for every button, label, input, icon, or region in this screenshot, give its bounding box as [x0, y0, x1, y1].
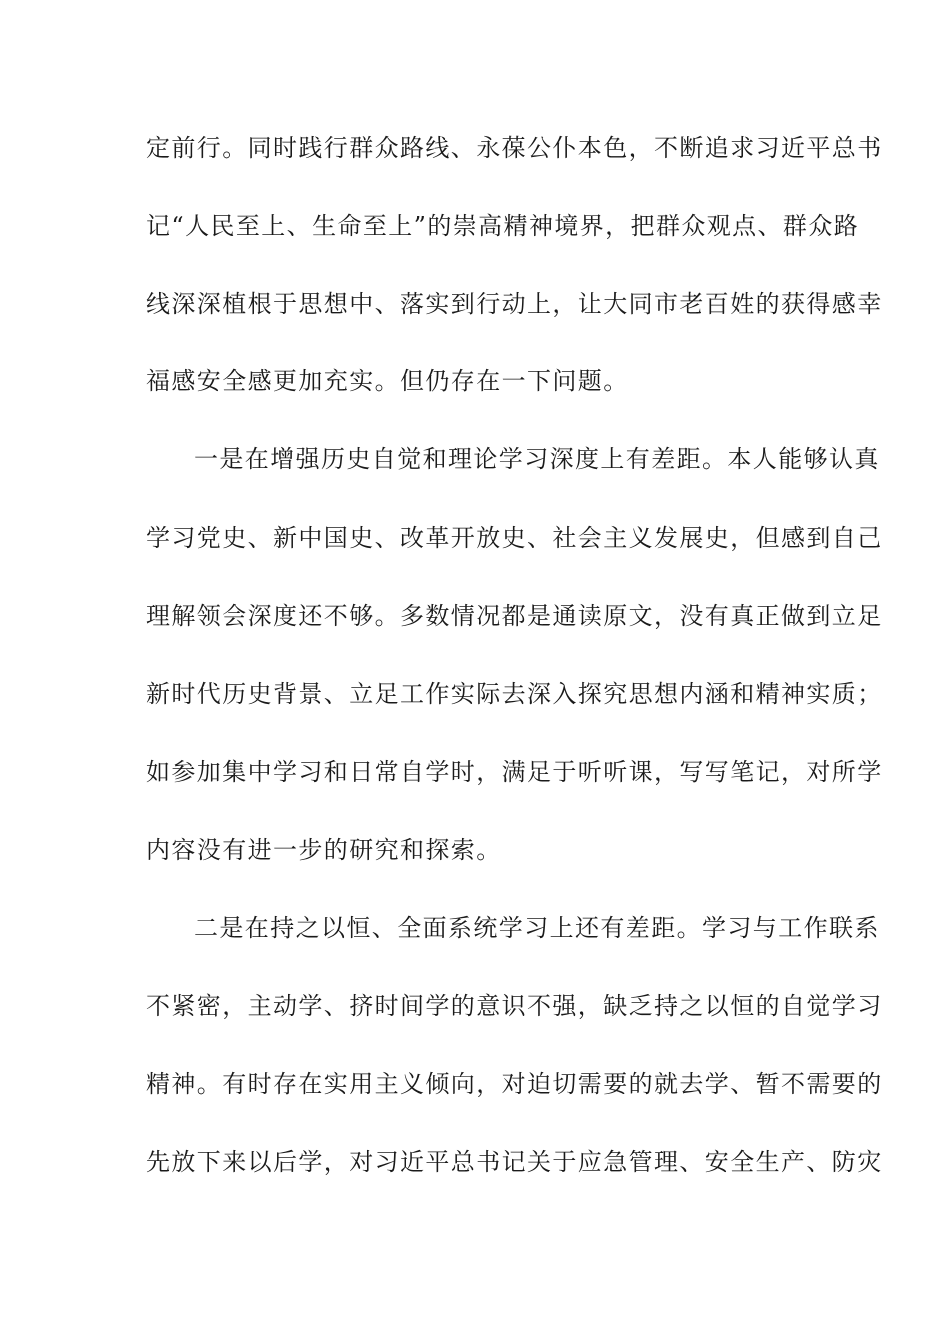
- text-line: 福感安全感更加充实。但仍存在一下问题。: [146, 367, 629, 395]
- text-line: 线深深植根于思想中、落实到行动上，让大同市老百姓的获得感幸: [146, 290, 883, 318]
- text-line: 精神。有时存在实用主义倾向，对迫切需要的就去学、暂不需要的: [146, 1070, 883, 1098]
- text-line: 新时代历史背景、立足工作实际去深入探究思想内涵和精神实质；: [146, 680, 883, 708]
- text-line: 不紧密，主动学、挤时间学的意识不强，缺乏持之以恒的自觉学习: [146, 992, 883, 1020]
- text-line: 理解领会深度还不够。多数情况都是通读原文，没有真正做到立足: [146, 602, 883, 630]
- paragraph-first-line: 二是在持之以恒、全面系统学习上还有差距。学习与工作联系: [194, 914, 880, 942]
- paragraph-first-line: 一是在增强历史自觉和理论学习深度上有差距。本人能够认真: [194, 445, 880, 473]
- text-line: 如参加集中学习和日常自学时，满足于听听课，写写笔记，对所学: [146, 758, 883, 786]
- text-line: 定前行。同时践行群众路线、永葆公仆本色，不断追求习近平总书: [146, 134, 883, 162]
- text-line: 内容没有进一步的研究和探索。: [146, 836, 502, 864]
- text-line: 先放下来以后学，对习近平总书记关于应急管理、安全生产、防灾: [146, 1148, 883, 1176]
- text-line: 记“人民至上、生命至上”的崇高精神境界，把群众观点、群众路: [146, 212, 860, 240]
- text-line: 学习党史、新中国史、改革开放史、社会主义发展史，但感到自己: [146, 524, 883, 552]
